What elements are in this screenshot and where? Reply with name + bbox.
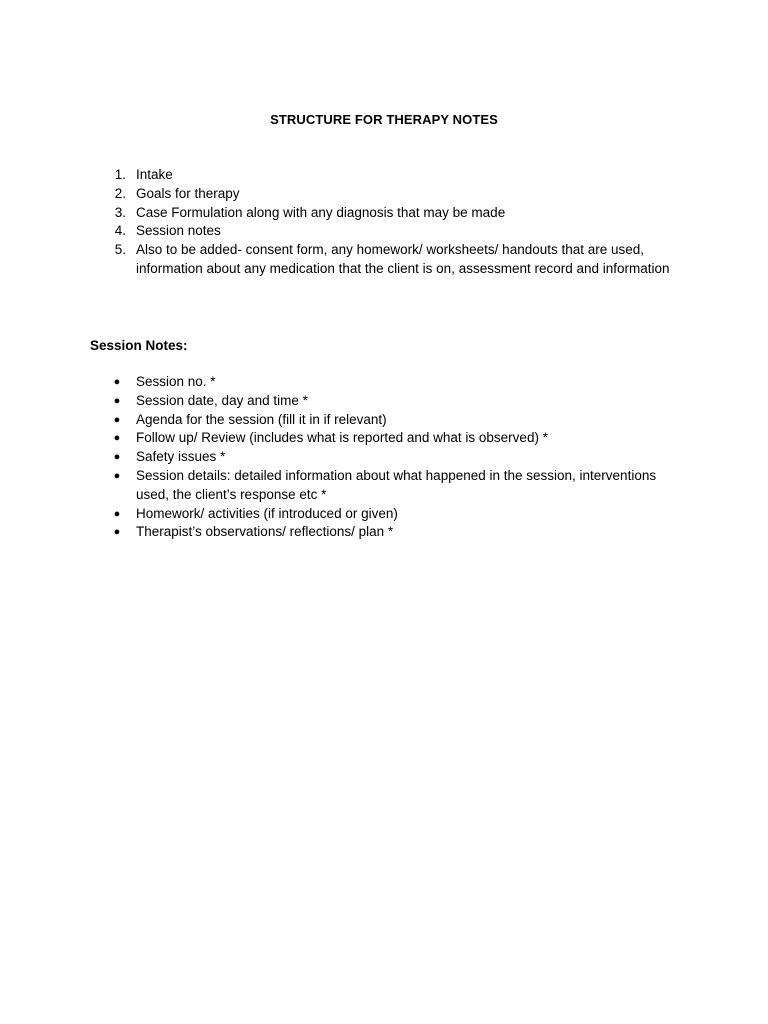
list-item [104, 467, 684, 505]
bullet-icon: ● [113, 469, 121, 482]
list-item [104, 523, 684, 542]
list-item [104, 241, 684, 279]
list-item [104, 204, 684, 223]
document-title: STRUCTURE FOR THERAPY NOTES [270, 112, 498, 127]
list-number: 1. [114, 167, 126, 182]
list-item [104, 411, 684, 430]
bullet-icon: ● [113, 376, 121, 388]
list-item [104, 373, 684, 392]
list-item-text: Goals for therapy [136, 185, 240, 201]
list-number: 2. [114, 185, 126, 201]
list-item-text: Safety issues * [136, 449, 226, 465]
structure-list [104, 166, 684, 279]
session-notes-list [104, 373, 684, 542]
list-item-text: Homework/ activities (if introduced or given) [136, 505, 398, 521]
list-item [104, 166, 684, 185]
list-item-text: Session notes [136, 223, 221, 239]
list-item [104, 505, 684, 524]
list-number: 4. [114, 223, 126, 239]
list-item-text: Agenda for the session (fill it in if relevant) [136, 411, 387, 427]
list-item [104, 222, 684, 241]
list-item [104, 429, 684, 448]
bullet-icon: ● [113, 432, 121, 445]
bullet-icon: ● [113, 507, 121, 520]
list-item [104, 185, 684, 204]
list-number: 3. [114, 204, 126, 220]
bullet-icon: ● [113, 451, 121, 464]
list-item-text: Follow up/ Review (includes what is reported and what is observed) * [136, 430, 548, 446]
bullet-icon: ● [113, 526, 121, 539]
list-number: 5. [114, 242, 126, 258]
list-item-text: Case Formulation along with any diagnosis that may be made [136, 204, 506, 220]
bullet-icon: ● [113, 413, 121, 426]
list-item-text: Intake [136, 167, 173, 182]
list-item-text: Session date, day and time * [136, 392, 308, 408]
list-item-text: Session no. * [136, 374, 216, 389]
list-item [104, 448, 684, 467]
list-item-text: Also to be added- consent form, any homework/ worksheets/ handouts that are used, information about any medication that the client is on, assessment record and information [136, 242, 670, 276]
list-item-text: Session details: detailed information about what happened in the session, interventions used, the client’s response etc * [136, 467, 657, 502]
list-item [104, 392, 684, 411]
session-notes-heading: Session Notes: [90, 338, 188, 353]
list-item-text: Therapist’s observations/ reflections/ plan * [136, 524, 394, 540]
bullet-icon: ● [113, 394, 121, 407]
